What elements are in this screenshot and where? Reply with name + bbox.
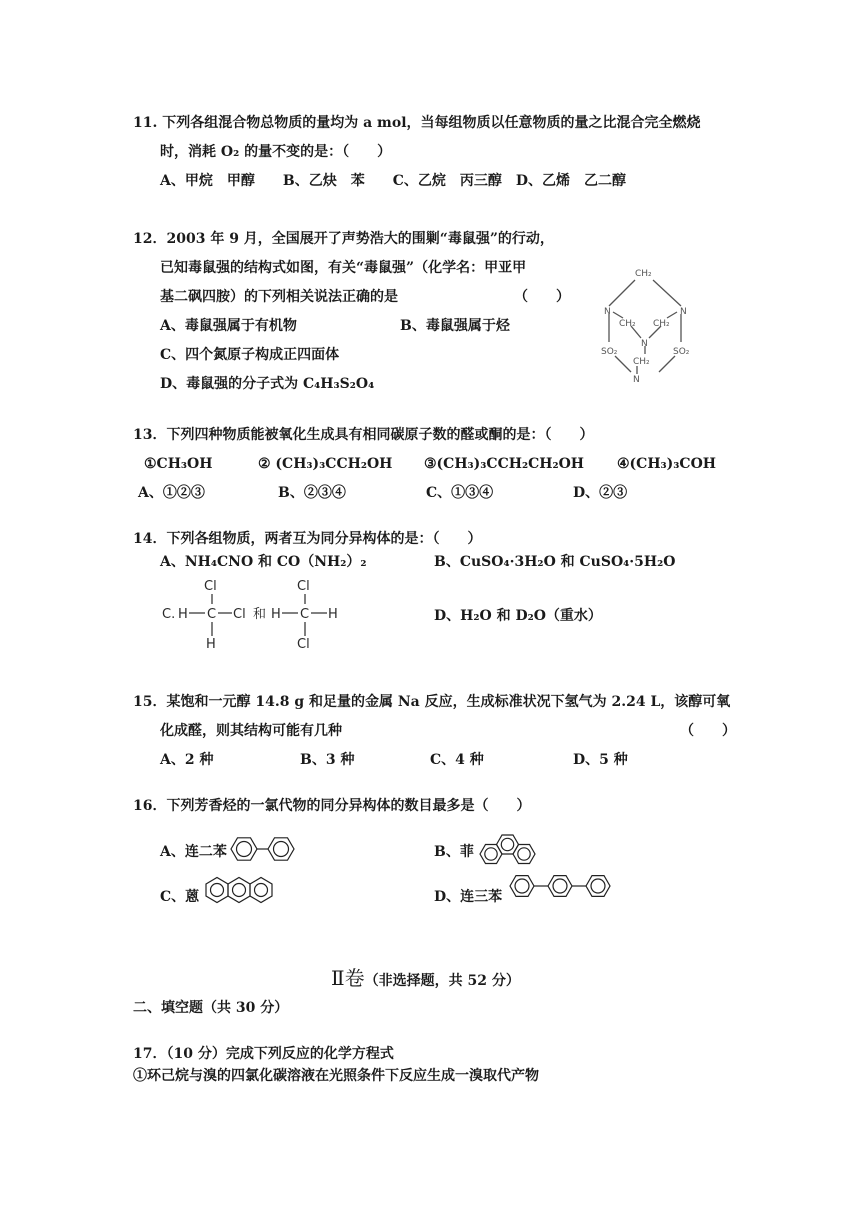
q14-option-c-structures xyxy=(160,576,350,652)
q11-stem-line2: 时，消耗 O₂ 的量不变的是：（ ） xyxy=(160,144,392,160)
q14-c-cl-top: Cl xyxy=(204,579,217,594)
tetramine-n-bottom: N xyxy=(633,375,640,385)
q13-stem: 13．下列四种物质能被氧化生成具有相同碳原子数的醛或酮的是：（ ） xyxy=(133,427,594,443)
q14-c2-cl-top: Cl xyxy=(297,579,310,594)
q15-answer-paren: （ ） xyxy=(680,723,736,739)
part2-title: Ⅱ卷 xyxy=(331,966,365,990)
phenanthrene-structure xyxy=(478,825,548,867)
q13-substance-3: ③(CH₃)₃CCH₂CH₂OH xyxy=(424,456,585,472)
q15-stem-line2: 化成醛，则其结构可能有几种 xyxy=(160,723,342,739)
q16-option-a: A、连二苯 xyxy=(160,844,227,860)
q12-option-c: C、四个氮原子构成正四面体 xyxy=(160,347,340,363)
tetramine-so2-right: SO₂ xyxy=(673,347,690,357)
q11-stem-line1: 11. 下列各组混合物总物质的量均为 a mol，当每组物质以任意物质的量之比混合完全燃烧 xyxy=(133,115,701,131)
tetramine-so2-left: SO₂ xyxy=(601,347,618,357)
q16-option-d: D、连三苯 xyxy=(434,889,503,905)
q13-substance-1: ①CH₃OH xyxy=(144,456,213,472)
q14-option-d: D、H₂O 和 D₂O（重水） xyxy=(434,608,602,624)
q16-option-b: B、菲 xyxy=(434,844,474,860)
q15-option-a: A、2 种 xyxy=(160,752,214,768)
q15-option-c: C、4 种 xyxy=(430,752,484,768)
q14-c2-h-right: H xyxy=(328,607,338,622)
q14-option-a: A、NH₄CNO 和 CO（NH₂）₂ xyxy=(160,554,367,570)
tetramine-n-center: N xyxy=(641,339,648,349)
q14-stem: 14．下列各组物质，两者互为同分异构体的是：（ ） xyxy=(133,531,482,547)
q15-option-d: D、5 种 xyxy=(573,752,628,768)
tetramine-structure xyxy=(595,262,705,387)
part2-heading xyxy=(331,962,520,991)
tetramine-n-left: N xyxy=(604,307,611,317)
q14-c-conjunction: 和 xyxy=(253,607,267,622)
q17-stem: 17．（10 分）完成下列反应的化学方程式 xyxy=(133,1046,394,1062)
q14-c-h-left: H xyxy=(178,607,188,622)
q12-answer-paren: （ ） xyxy=(514,289,570,305)
anthracene-structure xyxy=(204,874,280,906)
part2-subtitle: （非选择题，共 52 分） xyxy=(364,973,520,989)
tetramine-n-right: N xyxy=(680,307,687,317)
q14-c-h-bottom: H xyxy=(206,637,216,652)
q14-c-cl-right: Cl xyxy=(233,607,246,622)
q12-stem-line3: 基二砜四胺）的下列相关说法正确的是 xyxy=(160,289,398,305)
terphenyl-structure xyxy=(508,872,616,900)
q14-c2-carbon: C xyxy=(300,607,310,622)
q15-stem-line1: 15．某饱和一元醇 14.8 g 和足量的金属 Na 反应，生成标准状况下氢气为 2.24 L，该醇可氧 xyxy=(133,694,731,710)
q16-stem: 16．下列芳香烃的一氯代物的同分异构体的数目最多是（ ） xyxy=(133,798,531,814)
q12-stem-line1: 12．2003 年 9 月，全国展开了声势浩大的围剿“毒鼠强”的行动， xyxy=(133,231,554,247)
section-fill-in-blank: 二、填空题（共 30 分） xyxy=(133,1000,289,1016)
q13-option-c: C、①③④ xyxy=(426,485,494,501)
q13-option-b: B、②③④ xyxy=(278,485,346,501)
q12-option-d: D、毒鼠强的分子式为 C₄H₃S₂O₄ xyxy=(160,376,375,392)
q15-option-b: B、3 种 xyxy=(300,752,355,768)
tetramine-ch2-mid-left: CH₂ xyxy=(619,319,636,329)
q13-substance-2: ② (CH₃)₃CCH₂OH xyxy=(258,456,393,472)
biphenyl-structure xyxy=(228,834,300,864)
q12-stem-line2: 已知毒鼠强的结构式如图，有关“毒鼠强”（化学名：甲亚甲 xyxy=(160,260,527,276)
q14-c-carbon: C xyxy=(207,607,217,622)
q17-item-1: ①环己烷与溴的四氯化碳溶液在光照条件下反应生成一溴取代产物 xyxy=(133,1068,539,1084)
q14-c2-h-left: H xyxy=(271,607,281,622)
q14-c-prefix: C. xyxy=(162,607,176,622)
tetramine-ch2-top: CH₂ xyxy=(635,269,652,279)
q11-options: A、甲烷 甲醇 B、乙炔 苯 C、乙烷 丙三醇 D、乙烯 乙二醇 xyxy=(160,173,626,189)
q12-option-a: A、毒鼠强属于有机物 xyxy=(160,318,297,334)
q13-option-a: A、①②③ xyxy=(138,485,205,501)
q12-option-b: B、毒鼠强属于烃 xyxy=(400,318,510,334)
q16-option-c: C、蒽 xyxy=(160,889,200,905)
q13-option-d: D、②③ xyxy=(573,485,628,501)
q14-c2-cl-bottom: Cl xyxy=(297,637,310,652)
tetramine-ch2-bottom: CH₂ xyxy=(633,357,650,367)
q14-option-b: B、CuSO₄·3H₂O 和 CuSO₄·5H₂O xyxy=(434,554,676,570)
q13-substance-4: ④(CH₃)₃COH xyxy=(617,456,716,472)
tetramine-ch2-mid-right: CH₂ xyxy=(653,319,670,329)
